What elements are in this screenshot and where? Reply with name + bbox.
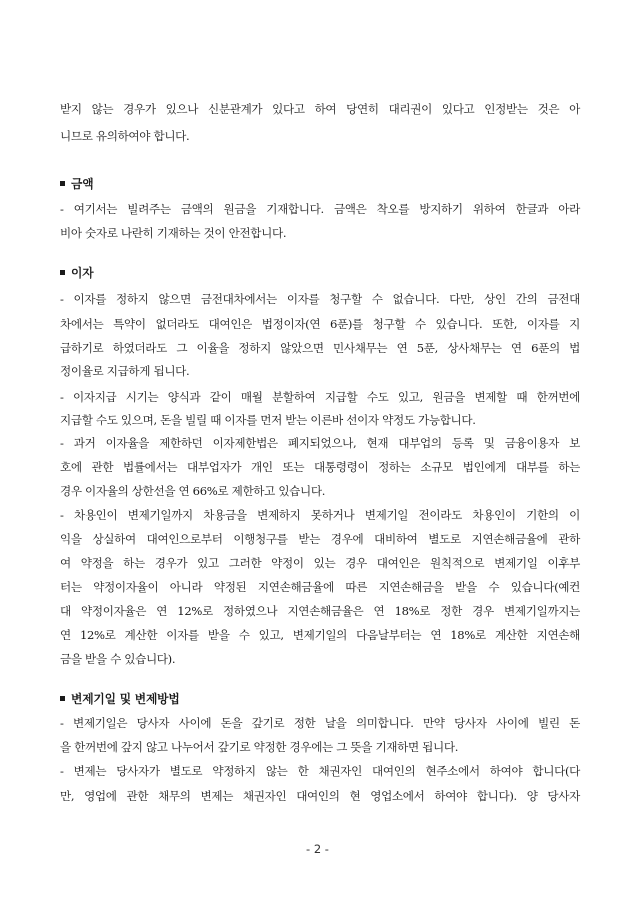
paragraph-line: 터는 약정이자율이 아니라 약정된 지연손해금율에 따른 지연손해금을 받을 수 있습니다(예컨 <box>60 580 580 594</box>
paragraph-line: 차에서는 특약이 없더라도 대여인은 법정이자(연 6푼)를 청구할 수 있습니다. 또한, 이자를 지 <box>60 317 580 331</box>
square-bullet-icon <box>60 696 65 701</box>
paragraph-line: 익을 상실하여 대여인으로부터 이행청구를 받는 경우에 대비하여 별도로 지연손해금율에 관하 <box>60 532 580 546</box>
paragraph-line: 급하기로 하였더라도 그 이율을 정하지 않았으면 민사채무는 연 5푼, 상사채무는 연 6푼의 법 <box>60 341 580 355</box>
paragraph-line: 니므로 유의하여야 합니다. <box>60 129 190 143</box>
section-heading-repayment: 변제기일 및 변제방법 <box>60 690 180 708</box>
page-number: - 2 - <box>306 842 329 856</box>
paragraph-line: - 여기서는 빌려주는 금액의 원금을 기재합니다. 금액은 착오를 방지하기 위하여 한글과 아라 <box>60 202 580 216</box>
paragraph-line: 연 12%로 계산한 이자를 받을 수 있고, 변제기일의 다음날부터는 연 18%로 계산한 지연손해 <box>60 628 580 642</box>
square-bullet-icon <box>60 181 65 186</box>
paragraph-line: 정이율로 지급하게 됩니다. <box>60 364 190 378</box>
paragraph-line: - 변제는 당사자가 별도로 약정하지 않는 한 채권자인 대여인의 현주소에서 하여야 합니다(다 <box>60 764 580 778</box>
paragraph-line: 호에 관한 법률에서는 대부업자가 개인 또는 대통령령이 정하는 소규모 법인에게 대부를 하는 <box>60 460 580 474</box>
section-heading-interest: 이자 <box>60 264 93 282</box>
paragraph-line: 경우 이자율의 상한선을 연 66%로 제한하고 있습니다. <box>60 484 326 498</box>
paragraph-line: 대 약정이자율은 연 12%로 정하였으나 지연손해금율은 연 18%로 정한 경우 변제기일까지는 <box>60 604 580 618</box>
paragraph-line: 금을 받을 수 있습니다). <box>60 652 176 666</box>
paragraph-line: 지급할 수도 있으며, 돈을 빌릴 때 이자를 먼저 받는 이른바 선이자 약정도 가능합니다. <box>60 413 476 427</box>
paragraph-line: - 변제기일은 당사자 사이에 돈을 갚기로 정한 날을 의미합니다. 만약 당사자 사이에 빌린 돈 <box>60 716 580 730</box>
paragraph-line: 여 약정을 하는 경우가 있고 그러한 약정이 있는 경우 대여인은 원칙적으로 변제기일 이후부 <box>60 556 580 570</box>
square-bullet-icon <box>60 270 65 275</box>
paragraph-line: - 과거 이자율을 제한하던 이자제한법은 폐지되었으나, 현재 대부업의 등록 및 금융이용자 보 <box>60 436 580 450</box>
paragraph-line: 비아 숫자로 나란히 기재하는 것이 안전합니다. <box>60 226 287 240</box>
paragraph-line: - 차용인이 변제기일까지 차용금을 변제하지 못하거나 변제기일 전이라도 차용인이 기한의 이 <box>60 508 580 522</box>
paragraph-line: 을 한꺼번에 갚지 않고 나누어서 갚기로 약정한 경우에는 그 뜻을 기재하면 됩니다. <box>60 740 459 754</box>
section-heading-amount: 금액 <box>60 175 93 193</box>
paragraph-line: 받지 않는 경우가 있으나 신분관계가 있다고 하여 당연히 대리권이 있다고 인정받는 것은 아 <box>60 102 580 116</box>
paragraph-line: - 이자를 정하지 않으면 금전대차에서는 이자를 청구할 수 없습니다. 다만, 상인 간의 금전대 <box>60 292 580 306</box>
paragraph-line: 만, 영업에 관한 채무의 변제는 채권자인 대여인의 현 영업소에서 하여야 합니다). 양 당사자 <box>60 789 580 803</box>
paragraph-line: - 이자지급 시기는 양식과 같이 매월 분할하여 지급할 수도 있고, 원금을 변제할 때 한꺼번에 <box>60 390 580 404</box>
